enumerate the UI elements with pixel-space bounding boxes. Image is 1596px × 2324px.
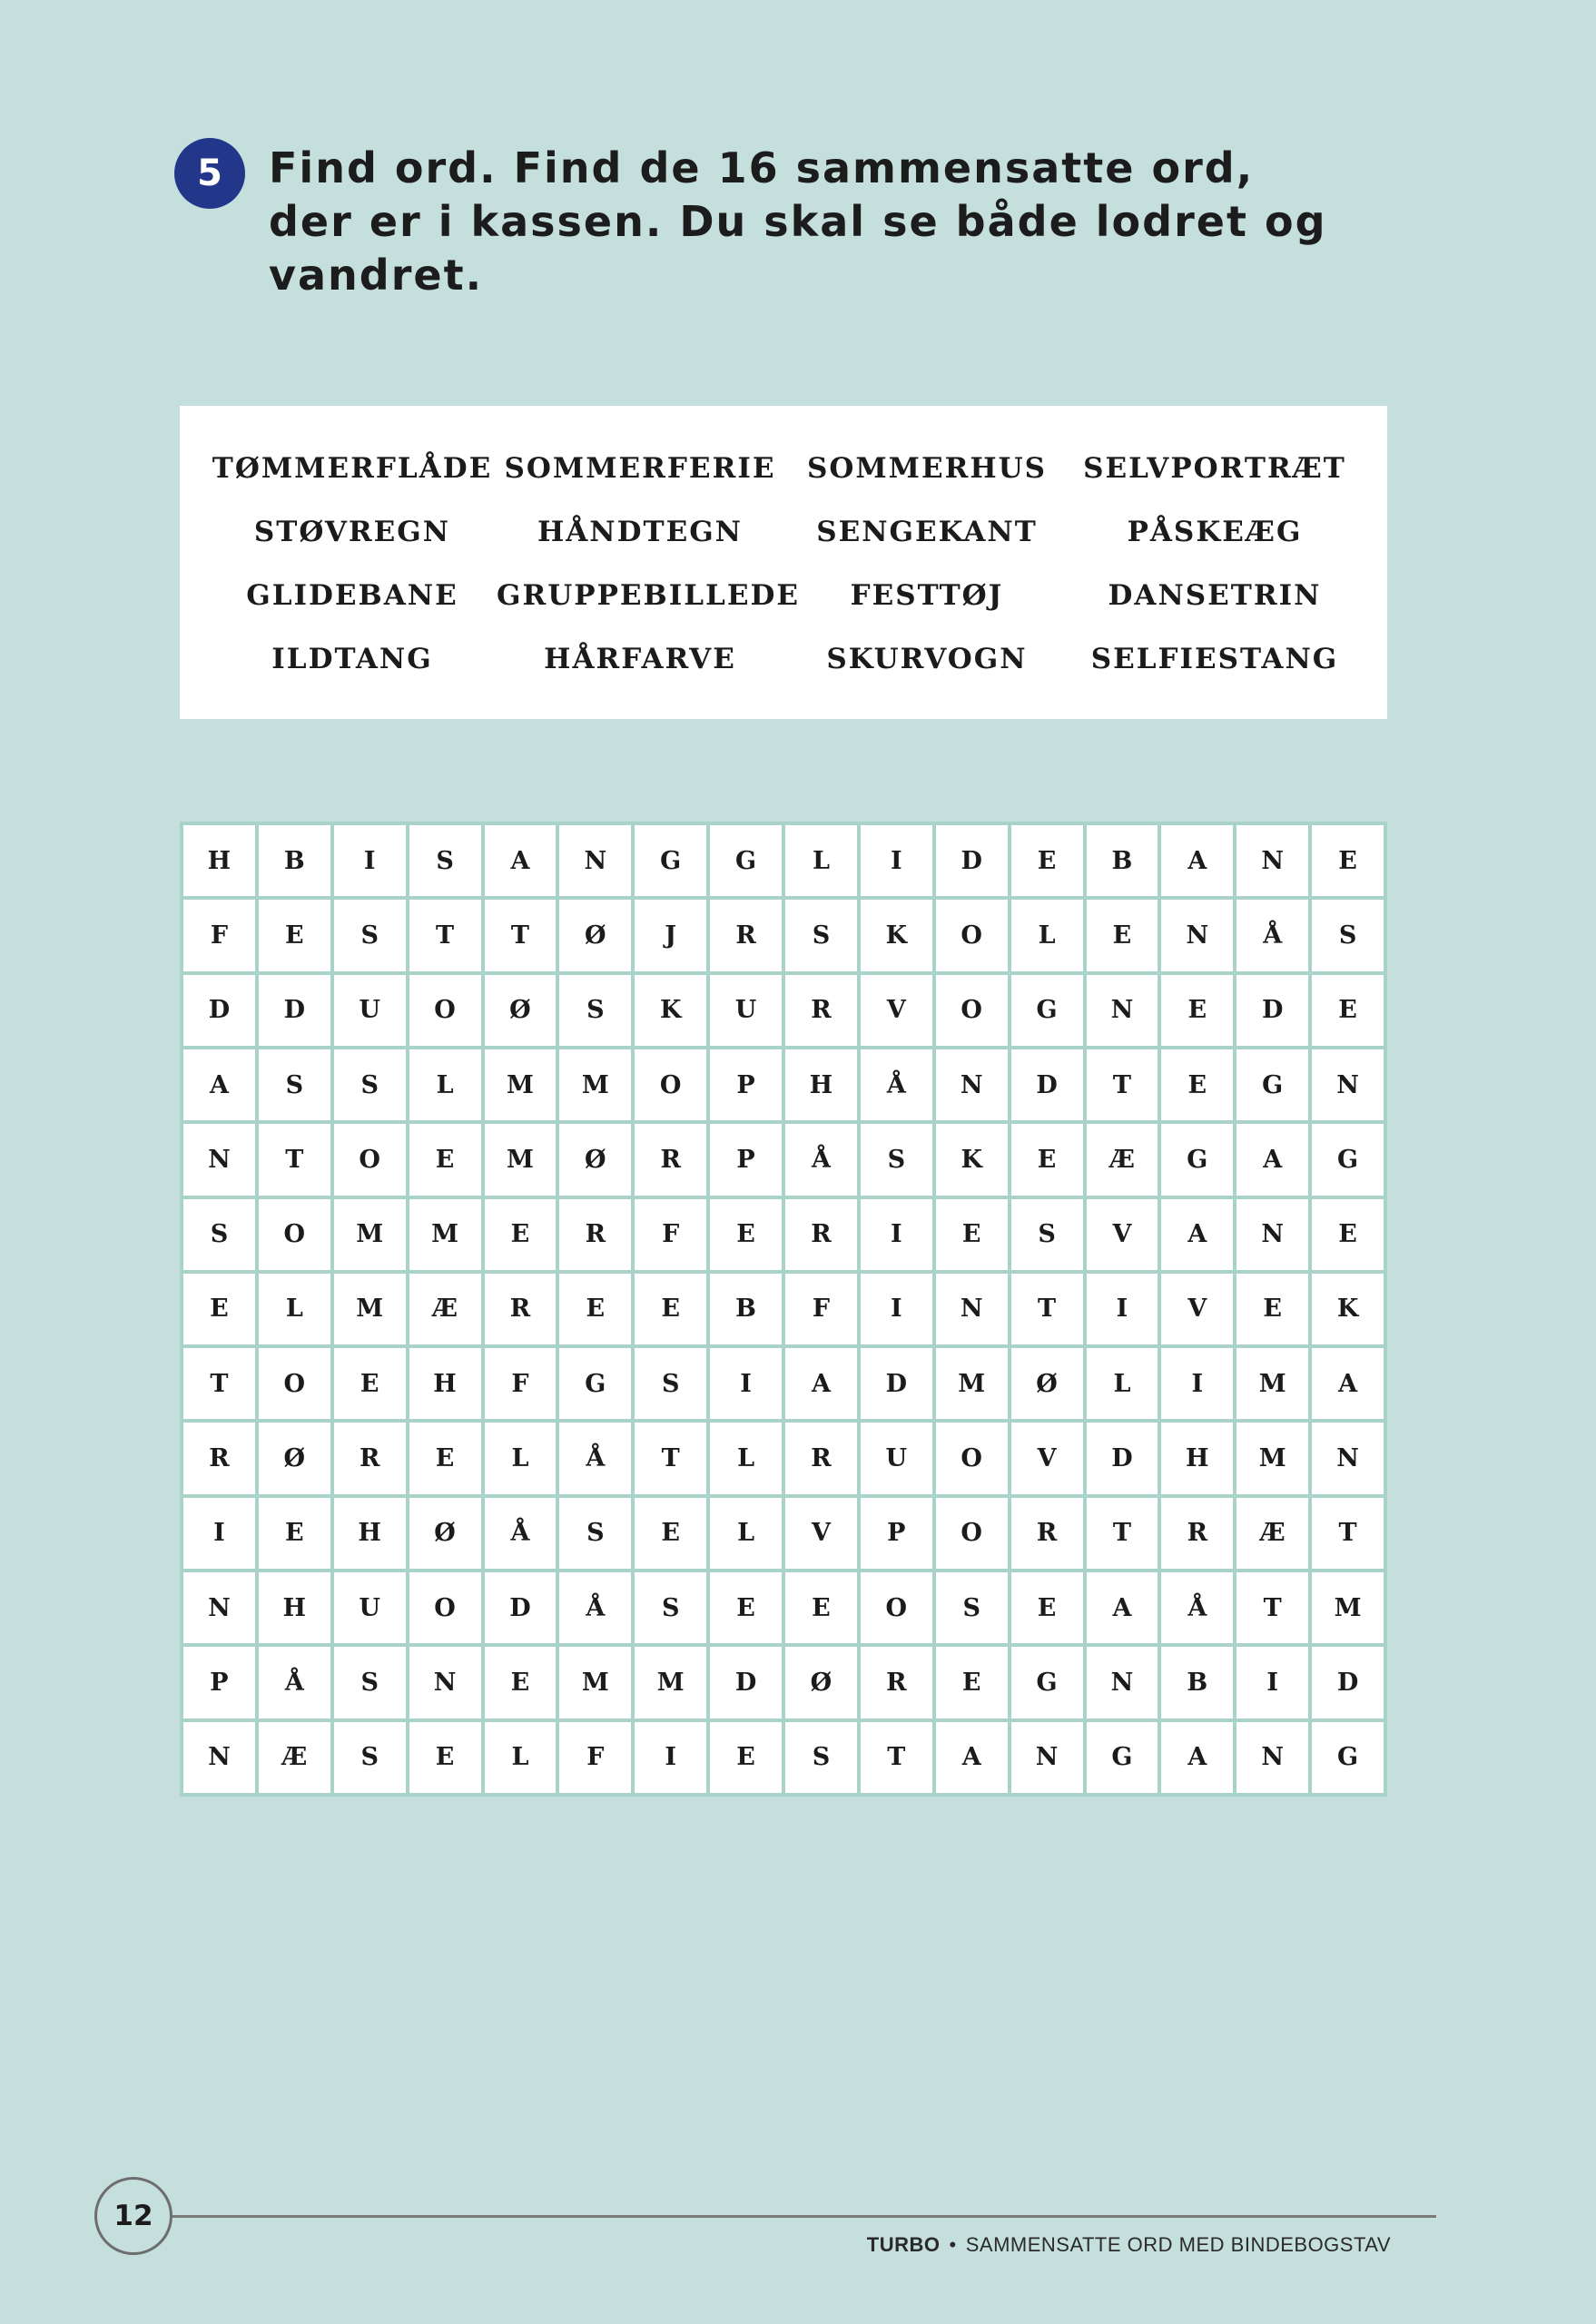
grid-cell[interactable]: O bbox=[936, 1423, 1008, 1493]
word-list-item: GRUPPEBILLEDE bbox=[497, 579, 800, 612]
grid-cell[interactable]: D bbox=[936, 825, 1008, 896]
grid-cell[interactable]: T bbox=[1312, 1498, 1384, 1569]
grid-cell[interactable]: Å bbox=[785, 1124, 857, 1195]
grid-cell[interactable]: E bbox=[936, 1647, 1008, 1718]
grid-cell[interactable]: Æ bbox=[409, 1274, 481, 1344]
grid-cell[interactable]: N bbox=[559, 825, 631, 896]
grid-cell[interactable]: D bbox=[1011, 1049, 1083, 1120]
footer-brand: TURBO bbox=[866, 2233, 941, 2256]
grid-cell[interactable]: O bbox=[409, 1572, 481, 1643]
grid-cell[interactable]: I bbox=[710, 1348, 782, 1419]
grid-cell[interactable]: H bbox=[259, 1572, 330, 1643]
grid-cell[interactable]: T bbox=[1087, 1498, 1158, 1569]
grid-cell[interactable]: M bbox=[1236, 1423, 1308, 1493]
grid-cell[interactable]: E bbox=[1087, 900, 1158, 970]
task-number-badge bbox=[174, 138, 245, 209]
footer-separator: • bbox=[949, 2233, 957, 2256]
grid-cell[interactable]: S bbox=[334, 1722, 406, 1793]
grid-cell[interactable]: S bbox=[785, 900, 857, 970]
grid-cell[interactable]: E bbox=[559, 1274, 631, 1344]
word-list-item: HÅNDTEGN bbox=[537, 516, 744, 548]
grid-cell[interactable]: D bbox=[710, 1647, 782, 1718]
grid-cell[interactable]: E bbox=[1312, 975, 1384, 1046]
grid-cell[interactable]: O bbox=[861, 1572, 932, 1643]
grid-cell[interactable]: N bbox=[183, 1722, 255, 1793]
word-list-item: SOMMERFERIE bbox=[504, 452, 776, 485]
grid-cell[interactable]: M bbox=[559, 1049, 631, 1120]
grid-cell[interactable]: G bbox=[1087, 1722, 1158, 1793]
grid-cell[interactable]: G bbox=[1011, 975, 1083, 1046]
grid-cell[interactable]: E bbox=[1161, 1049, 1233, 1120]
grid-cell[interactable]: T bbox=[1011, 1274, 1083, 1344]
grid-cell[interactable]: M bbox=[1312, 1572, 1384, 1643]
grid-cell[interactable]: U bbox=[710, 975, 782, 1046]
grid-cell[interactable]: M bbox=[409, 1199, 481, 1270]
grid-cell[interactable]: B bbox=[710, 1274, 782, 1344]
grid-cell[interactable]: Æ bbox=[1236, 1498, 1308, 1569]
grid-cell[interactable]: N bbox=[936, 1274, 1008, 1344]
grid-cell[interactable]: M bbox=[334, 1274, 406, 1344]
grid-cell[interactable]: K bbox=[936, 1124, 1008, 1195]
grid-cell[interactable]: E bbox=[334, 1348, 406, 1419]
grid-cell[interactable]: N bbox=[1087, 1647, 1158, 1718]
grid-cell[interactable]: G bbox=[1312, 1124, 1384, 1195]
grid-cell[interactable]: R bbox=[183, 1423, 255, 1493]
grid-cell[interactable]: H bbox=[183, 825, 255, 896]
grid-cell[interactable]: E bbox=[635, 1274, 706, 1344]
grid-cell[interactable]: U bbox=[334, 1572, 406, 1643]
grid-cell[interactable]: N bbox=[1236, 1722, 1308, 1793]
grid-cell[interactable]: P bbox=[861, 1498, 932, 1569]
grid-cell[interactable]: A bbox=[1236, 1124, 1308, 1195]
grid-cell[interactable]: E bbox=[485, 1647, 557, 1718]
grid-cell[interactable]: S bbox=[409, 825, 481, 896]
grid-cell[interactable]: N bbox=[1087, 975, 1158, 1046]
grid-cell[interactable]: E bbox=[1011, 1572, 1083, 1643]
grid-cell[interactable]: I bbox=[861, 825, 932, 896]
grid-cell[interactable]: I bbox=[635, 1722, 706, 1793]
grid-cell[interactable]: L bbox=[485, 1423, 557, 1493]
grid-cell[interactable]: Å bbox=[485, 1498, 557, 1569]
task-instruction: Find ord. Find de 16 sammensatte ord, der er i kassen. Du skal se både lodret og vandret. bbox=[269, 143, 1327, 300]
grid-cell[interactable]: L bbox=[259, 1274, 330, 1344]
footer-rule bbox=[172, 2215, 1436, 2218]
grid-cell[interactable]: B bbox=[259, 825, 330, 896]
grid-cell[interactable]: Ø bbox=[1011, 1348, 1083, 1419]
grid-cell[interactable]: Å bbox=[1161, 1572, 1233, 1643]
page-number: 12 bbox=[113, 2200, 153, 2232]
grid-cell[interactable]: G bbox=[635, 825, 706, 896]
grid-cell[interactable]: I bbox=[183, 1498, 255, 1569]
grid-cell[interactable]: F bbox=[635, 1199, 706, 1270]
grid-cell[interactable]: T bbox=[1087, 1049, 1158, 1120]
grid-cell[interactable]: N bbox=[183, 1124, 255, 1195]
grid-cell[interactable]: E bbox=[785, 1572, 857, 1643]
grid-cell[interactable]: H bbox=[785, 1049, 857, 1120]
grid-cell[interactable]: N bbox=[183, 1572, 255, 1643]
grid-cell[interactable]: T bbox=[1236, 1572, 1308, 1643]
grid-cell[interactable]: S bbox=[635, 1572, 706, 1643]
grid-cell[interactable]: S bbox=[334, 1049, 406, 1120]
grid-cell[interactable]: O bbox=[334, 1124, 406, 1195]
grid-cell[interactable]: M bbox=[485, 1124, 557, 1195]
footer-caption bbox=[867, 2233, 1391, 2257]
word-list-item: DANSETRIN bbox=[1108, 579, 1322, 612]
grid-cell[interactable]: O bbox=[936, 900, 1008, 970]
grid-cell[interactable]: V bbox=[1161, 1274, 1233, 1344]
grid-cell[interactable]: K bbox=[1312, 1274, 1384, 1344]
grid-cell[interactable]: N bbox=[1236, 1199, 1308, 1270]
grid-cell[interactable]: A bbox=[1312, 1348, 1384, 1419]
grid-cell[interactable]: E bbox=[635, 1498, 706, 1569]
grid-cell[interactable]: S bbox=[1011, 1199, 1083, 1270]
grid-cell[interactable]: G bbox=[1161, 1124, 1233, 1195]
grid-cell[interactable]: V bbox=[785, 1498, 857, 1569]
grid-cell[interactable]: M bbox=[936, 1348, 1008, 1419]
grid-cell[interactable]: G bbox=[1312, 1722, 1384, 1793]
grid-cell[interactable]: D bbox=[861, 1348, 932, 1419]
grid-cell[interactable]: S bbox=[936, 1572, 1008, 1643]
grid-cell[interactable]: B bbox=[1087, 825, 1158, 896]
grid-cell[interactable]: O bbox=[635, 1049, 706, 1120]
grid-cell[interactable]: F bbox=[559, 1722, 631, 1793]
grid-cell[interactable]: M bbox=[635, 1647, 706, 1718]
grid-cell[interactable]: H bbox=[1161, 1423, 1233, 1493]
grid-cell[interactable]: Ø bbox=[409, 1498, 481, 1569]
grid-cell[interactable]: Ø bbox=[259, 1423, 330, 1493]
grid-cell[interactable]: S bbox=[1312, 900, 1384, 970]
grid-cell[interactable]: O bbox=[259, 1199, 330, 1270]
grid-cell[interactable]: N bbox=[1312, 1049, 1384, 1120]
grid-cell[interactable]: L bbox=[710, 1498, 782, 1569]
grid-cell[interactable]: S bbox=[635, 1348, 706, 1419]
word-list-item: SKURVOGN bbox=[826, 643, 1028, 675]
grid-cell[interactable]: K bbox=[635, 975, 706, 1046]
grid-cell[interactable]: P bbox=[183, 1647, 255, 1718]
grid-cell[interactable]: A bbox=[1161, 1199, 1233, 1270]
grid-cell[interactable]: Å bbox=[559, 1423, 631, 1493]
grid-cell[interactable]: T bbox=[485, 900, 557, 970]
grid-cell[interactable]: H bbox=[334, 1498, 406, 1569]
grid-cell[interactable]: D bbox=[1087, 1423, 1158, 1493]
grid-cell[interactable]: U bbox=[861, 1423, 932, 1493]
grid-cell[interactable]: Æ bbox=[259, 1722, 330, 1793]
grid-cell[interactable]: R bbox=[1161, 1498, 1233, 1569]
grid-cell[interactable]: A bbox=[1087, 1572, 1158, 1643]
grid-cell[interactable]: E bbox=[1011, 825, 1083, 896]
grid-cell[interactable]: T bbox=[409, 900, 481, 970]
grid-cell[interactable]: N bbox=[409, 1647, 481, 1718]
grid-cell[interactable]: E bbox=[259, 1498, 330, 1569]
grid-cell[interactable]: R bbox=[334, 1423, 406, 1493]
grid-cell[interactable]: H bbox=[409, 1348, 481, 1419]
grid-cell[interactable]: V bbox=[861, 975, 932, 1046]
grid-cell[interactable]: G bbox=[1236, 1049, 1308, 1120]
word-list-item: SENGEKANT bbox=[816, 516, 1038, 548]
grid-cell[interactable]: E bbox=[409, 1423, 481, 1493]
grid-cell[interactable]: D bbox=[1312, 1647, 1384, 1718]
grid-cell[interactable]: T bbox=[861, 1722, 932, 1793]
grid-cell[interactable]: R bbox=[785, 975, 857, 1046]
grid-cell[interactable]: F bbox=[485, 1348, 557, 1419]
grid-cell[interactable]: A bbox=[936, 1722, 1008, 1793]
task-number: 5 bbox=[197, 153, 222, 194]
grid-cell[interactable]: R bbox=[785, 1423, 857, 1493]
footer-subtitle: SAMMENSATTE ORD MED BINDEBOGSTAV bbox=[965, 2233, 1391, 2256]
grid-cell[interactable]: A bbox=[183, 1049, 255, 1120]
grid-cell[interactable]: D bbox=[183, 975, 255, 1046]
grid-cell[interactable]: E bbox=[1161, 975, 1233, 1046]
grid-cell[interactable]: R bbox=[635, 1124, 706, 1195]
grid-cell[interactable]: E bbox=[710, 1722, 782, 1793]
word-search-grid bbox=[180, 822, 1387, 1797]
grid-cell[interactable]: Æ bbox=[1087, 1124, 1158, 1195]
grid-cell[interactable]: M bbox=[559, 1647, 631, 1718]
grid-cell[interactable]: R bbox=[785, 1199, 857, 1270]
grid-cell[interactable]: S bbox=[334, 1647, 406, 1718]
grid-cell[interactable]: N bbox=[1161, 900, 1233, 970]
grid-cell[interactable]: U bbox=[334, 975, 406, 1046]
grid-cell[interactable]: I bbox=[1236, 1647, 1308, 1718]
grid-cell[interactable]: I bbox=[861, 1274, 932, 1344]
grid-cell[interactable]: O bbox=[259, 1348, 330, 1419]
grid-cell[interactable]: L bbox=[710, 1423, 782, 1493]
grid-cell[interactable]: F bbox=[785, 1274, 857, 1344]
grid-cell[interactable]: R bbox=[1011, 1498, 1083, 1569]
grid-cell[interactable]: E bbox=[183, 1274, 255, 1344]
grid-cell[interactable]: M bbox=[1236, 1348, 1308, 1419]
grid-cell[interactable]: V bbox=[1011, 1423, 1083, 1493]
grid-cell[interactable]: T bbox=[259, 1124, 330, 1195]
grid-cell[interactable]: I bbox=[1161, 1348, 1233, 1419]
grid-cell[interactable]: I bbox=[1087, 1274, 1158, 1344]
grid-cell[interactable]: S bbox=[334, 900, 406, 970]
grid-cell[interactable]: A bbox=[485, 825, 557, 896]
grid-cell[interactable]: S bbox=[559, 975, 631, 1046]
grid-cell[interactable]: E bbox=[710, 1572, 782, 1643]
grid-cell[interactable]: M bbox=[334, 1199, 406, 1270]
grid-cell[interactable]: O bbox=[936, 1498, 1008, 1569]
word-list-item: GLIDEBANE bbox=[246, 579, 458, 612]
word-list-box bbox=[180, 406, 1387, 719]
grid-cell[interactable]: G bbox=[559, 1348, 631, 1419]
grid-cell[interactable]: Ø bbox=[559, 900, 631, 970]
grid-cell[interactable]: S bbox=[559, 1498, 631, 1569]
grid-cell[interactable]: L bbox=[1087, 1348, 1158, 1419]
grid-cell[interactable]: Ø bbox=[559, 1124, 631, 1195]
word-list-item: FESTTØJ bbox=[850, 579, 1004, 612]
grid-cell[interactable]: S bbox=[259, 1049, 330, 1120]
grid-cell[interactable]: J bbox=[635, 900, 706, 970]
grid-cell[interactable]: E bbox=[485, 1199, 557, 1270]
word-list-item: SELFIESTANG bbox=[1090, 643, 1339, 675]
grid-cell[interactable]: P bbox=[710, 1124, 782, 1195]
grid-cell[interactable]: N bbox=[1011, 1722, 1083, 1793]
grid-cell[interactable]: A bbox=[1161, 825, 1233, 896]
grid-cell[interactable]: E bbox=[1312, 1199, 1384, 1270]
grid-cell[interactable]: R bbox=[710, 900, 782, 970]
grid-cell[interactable]: M bbox=[485, 1049, 557, 1120]
grid-cell[interactable]: S bbox=[183, 1199, 255, 1270]
word-list-item: PÅSKEÆG bbox=[1127, 516, 1303, 548]
grid-cell[interactable]: N bbox=[1312, 1423, 1384, 1493]
grid-cell[interactable]: L bbox=[1011, 900, 1083, 970]
grid-cell[interactable]: L bbox=[785, 825, 857, 896]
grid-cell[interactable]: A bbox=[1161, 1722, 1233, 1793]
grid-cell[interactable]: L bbox=[409, 1049, 481, 1120]
word-list-item: ILDTANG bbox=[271, 643, 433, 675]
grid-cell[interactable]: Å bbox=[1236, 900, 1308, 970]
grid-cell[interactable]: R bbox=[559, 1199, 631, 1270]
grid-cell[interactable]: Å bbox=[559, 1572, 631, 1643]
grid-cell[interactable]: G bbox=[710, 825, 782, 896]
grid-cell[interactable]: R bbox=[861, 1647, 932, 1718]
grid-cell[interactable]: E bbox=[259, 900, 330, 970]
grid-cell[interactable]: D bbox=[259, 975, 330, 1046]
grid-cell[interactable]: N bbox=[1236, 825, 1308, 896]
page-number-circle bbox=[94, 2177, 172, 2255]
grid-cell[interactable]: E bbox=[936, 1199, 1008, 1270]
grid-cell[interactable]: T bbox=[183, 1348, 255, 1419]
grid-cell[interactable]: P bbox=[710, 1049, 782, 1120]
word-list-item: SELVPORTRÆT bbox=[1083, 452, 1346, 485]
word-list-item: TØMMERFLÅDE bbox=[212, 452, 493, 485]
grid-cell[interactable]: B bbox=[1161, 1647, 1233, 1718]
grid-cell[interactable]: D bbox=[1236, 975, 1308, 1046]
grid-cell[interactable]: K bbox=[861, 900, 932, 970]
grid-cell[interactable]: E bbox=[409, 1124, 481, 1195]
grid-cell[interactable]: O bbox=[936, 975, 1008, 1046]
grid-cell[interactable]: A bbox=[785, 1348, 857, 1419]
grid-cell[interactable]: Å bbox=[259, 1647, 330, 1718]
word-list-item: STØVREGN bbox=[253, 516, 451, 548]
word-list-item: HÅRFARVE bbox=[544, 643, 736, 675]
grid-cell[interactable]: G bbox=[1011, 1647, 1083, 1718]
grid-cell[interactable]: T bbox=[635, 1423, 706, 1493]
grid-cell[interactable]: S bbox=[785, 1722, 857, 1793]
grid-cell[interactable]: Ø bbox=[485, 975, 557, 1046]
grid-cell[interactable]: E bbox=[1312, 825, 1384, 896]
grid-cell[interactable]: I bbox=[861, 1199, 932, 1270]
grid-cell[interactable]: Å bbox=[861, 1049, 932, 1120]
grid-cell[interactable]: S bbox=[861, 1124, 932, 1195]
grid-cell[interactable]: Ø bbox=[785, 1647, 857, 1718]
grid-cell[interactable]: I bbox=[334, 825, 406, 896]
grid-cell[interactable]: L bbox=[485, 1722, 557, 1793]
grid-cell[interactable]: R bbox=[485, 1274, 557, 1344]
grid-cell[interactable]: D bbox=[485, 1572, 557, 1643]
grid-cell[interactable]: E bbox=[710, 1199, 782, 1270]
grid-cell[interactable]: V bbox=[1087, 1199, 1158, 1270]
grid-cell[interactable]: N bbox=[936, 1049, 1008, 1120]
grid-cell[interactable]: E bbox=[1236, 1274, 1308, 1344]
grid-cell[interactable]: O bbox=[409, 975, 481, 1046]
grid-cell[interactable]: E bbox=[1011, 1124, 1083, 1195]
grid-cell[interactable]: E bbox=[409, 1722, 481, 1793]
grid-cell[interactable]: F bbox=[183, 900, 255, 970]
word-list-item: SOMMERHUS bbox=[806, 452, 1048, 485]
